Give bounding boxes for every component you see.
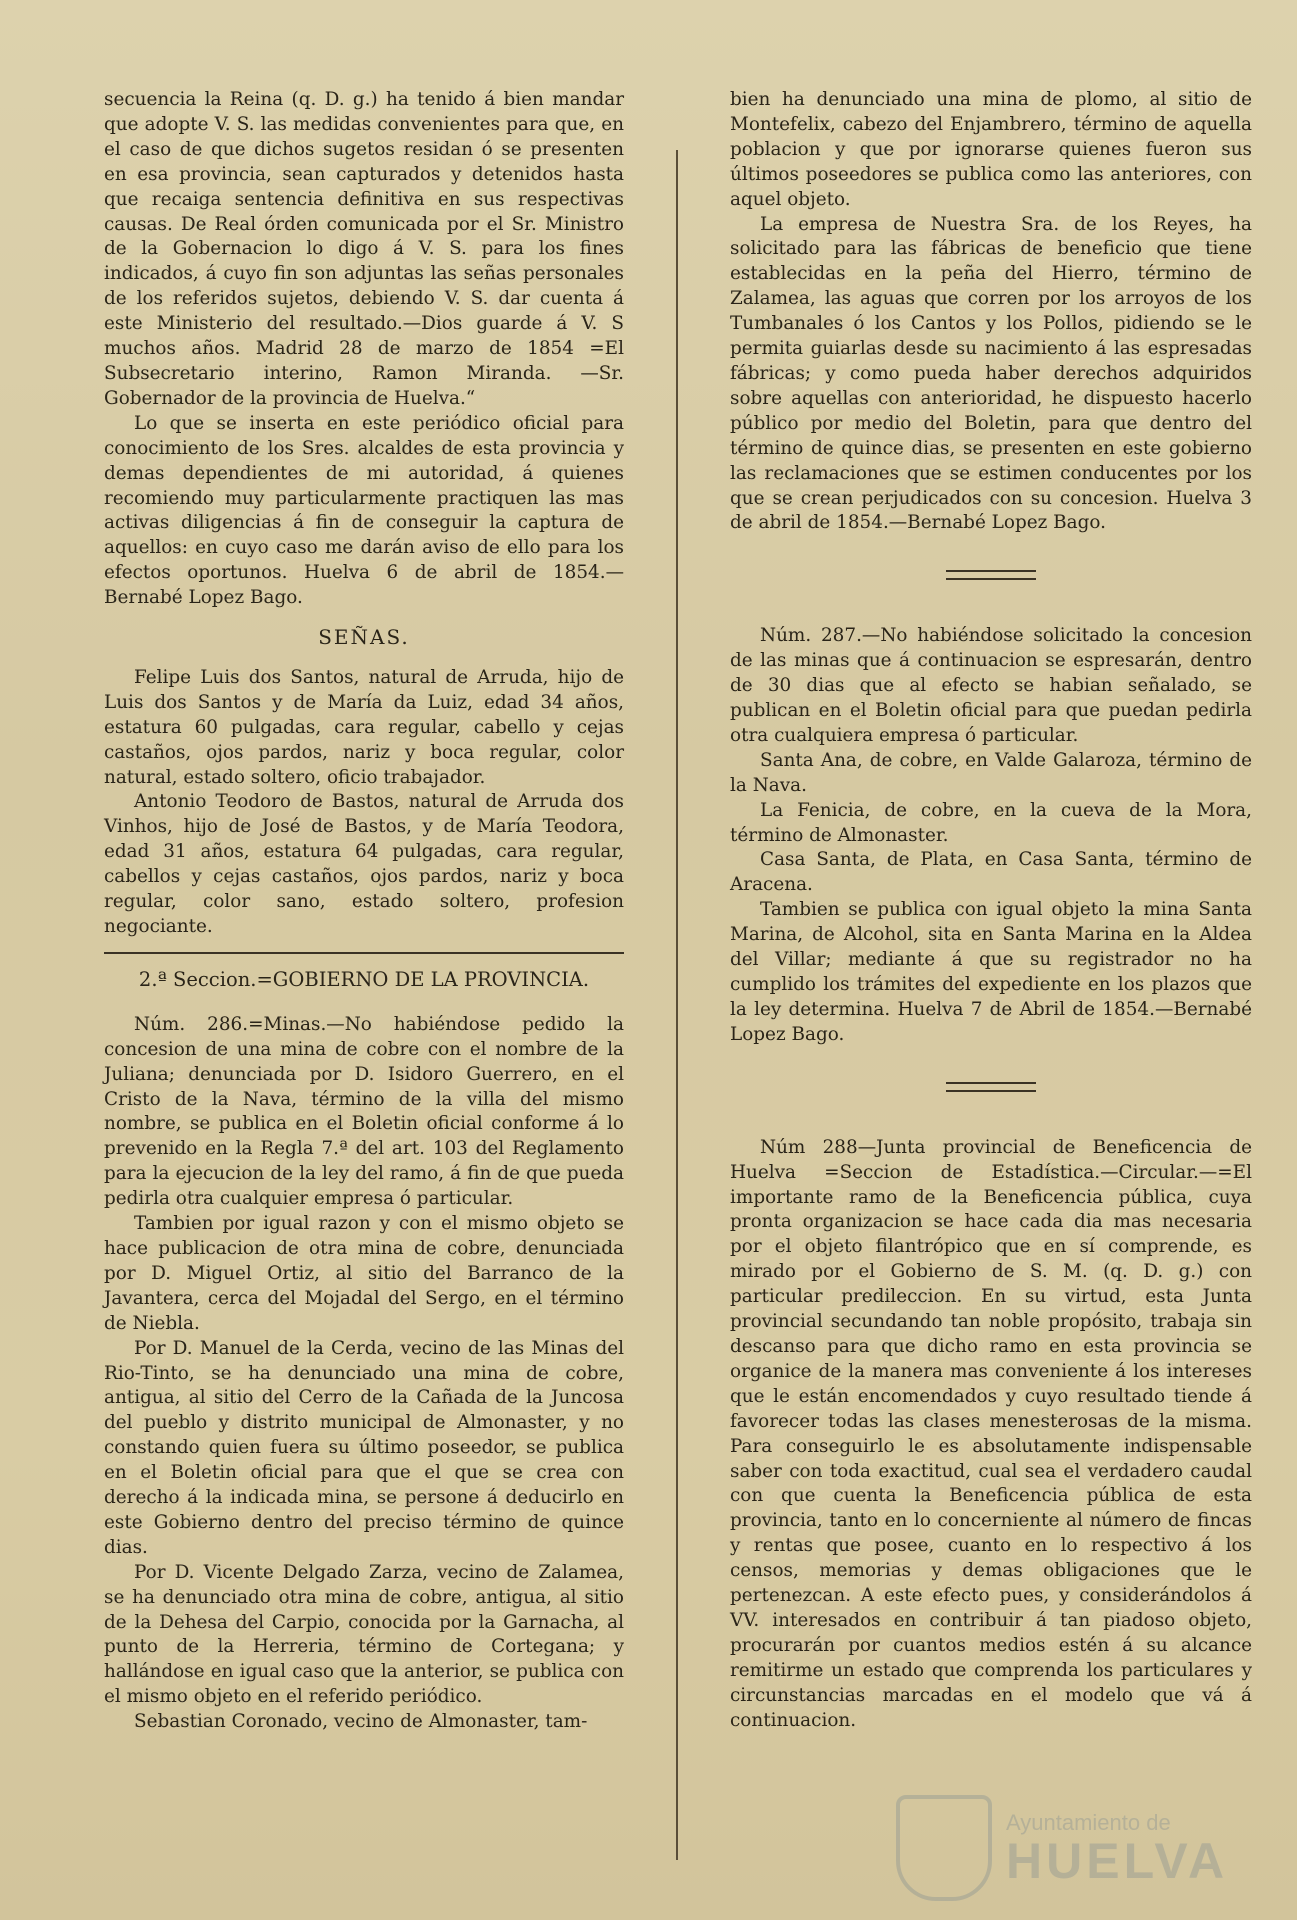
section-heading: 2.ª Seccion.=GOBIERNO DE LA PROVINCIA.	[138, 967, 590, 991]
right-column	[730, 88, 1252, 1733]
left-paragraph-2: Lo que se inserta en este periódico oficial para conocimiento de los Sres. alcaldes de esta provincia y demas dependientes de mi autoridad, á quienes recomiendo muy particularmente practiquen las mas activas diligencias á fin de conseguir la captura de aquellos: en cuyo caso me darán aviso de ello para los efectos oportunos. Huelva 6 de abril de 1854.—Bernabé Lopez Bago.	[104, 412, 624, 609]
watermark-line-1: Ayuntamiento de	[1006, 1810, 1171, 1835]
archive-watermark	[896, 1795, 1228, 1901]
left-paragraph-8: Por D. Vicente Delgado Zarza, vecino de Zalamea, se ha denunciado otra mina de cobre, antigua, al sitio de la Dehesa del Carpio, conocida por la Garnacha, al punto de la Herreria, término de Cortegana; y hallándose en igual caso que la anterior, se publica con el mismo objeto en el referido periódico.	[104, 1561, 624, 1708]
senas-heading: SEÑAS.	[318, 625, 410, 650]
right-paragraph-7: Tambien se publica con igual objeto la mina Santa Marina, de Alcohol, sita en Santa Marina en la Aldea del Villar; mediante á que su registrador no ha cumplido los trámites del expediente en los plazos que la ley determina. Huelva 7 de Abril de 1854.—Bernabé Lopez Bago.	[730, 899, 1252, 1045]
left-paragraph-7: Por D. Manuel de la Cerda, vecino de las Minas del Rio-Tinto, se ha denunciado una mina de cobre, antigua, al sitio del Cerro de la Cañada de la Juncosa del pueblo y distrito municipal de Almonaster, y no constando quien fuera su último poseedor, se publica en el Boletin oficial para que el que se crea con derecho á la indicada mina, se persone á deducirlo en este Gobierno dentro del preciso término de quince dias.	[104, 1337, 624, 1558]
left-paragraph-6: Tambien por igual razon y con el mismo objeto se hace publicacion de otra mina de cobre, denunciada por D. Miguel Ortiz, al sitio del Barranco de la Javantera, cerca del Mojadal del Sergo, en el término de Niebla.	[104, 1213, 624, 1334]
right-paragraph-8: Núm 288—Junta provincial de Beneficencia de Huelva =Seccion de Estadística.—Circular.—=El importante ramo de la Beneficencia pública, cuya pronta organizacion se hace cada dia mas necesaria por el objeto filantrópico que en sí comprende, es mirado por el Gobierno de S. M. (q. D. g.) con particular predileccion. En su virtud, esta Junta provincial secundando tan noble propósito, trabaja sin descanso para que dicho ramo en esta provincia se organice de la manera mas conveniente á los intereses que le están encomendados y cuyo resultado tiende á favorecer todas las clases menesterosas de la misma. Para conseguirlo le es absolutamente indispensable saber con toda exactitud, cual sea el verdadero caudal con que cuenta la Beneficencia pública de esta provincia, tanto en lo concerniente al número de fincas y rentas que posee, cuanto en lo respectivo á los censos, memorias y demas obligaciones que le pertenezcan. A este efecto pues, y considerándolos á VV. interesados en contribuir á tan piadoso objeto, procurarán por cuantos medios estén á su alcance remitirme un estado que comprenda los particulares y circunstancias marcadas en el modelo que vá á continuacion.	[730, 1136, 1252, 1731]
column-rule	[676, 150, 678, 1860]
left-paragraph-4: Antonio Teodoro de Bastos, natural de Arruda dos Vinhos, hijo de José de Bastos, y de María Teodora, edad 31 años, estatura 64 pulgadas, cara regular, cabellos y cejas castaños, ojos pardos, nariz y boca regular, color sano, estado soltero, profesion negociante.	[104, 791, 624, 937]
left-paragraph-3: Felipe Luis dos Santos, natural de Arruda, hijo de Luis dos Santos y de María da Luiz, edad 34 años, estatura 60 pulgadas, cara regular, cabello y cejas castaños, ojos pardos, nariz y boca regular, color natural, estado soltero, oficio trabajador.	[104, 666, 624, 788]
city-seal-icon	[896, 1795, 992, 1901]
right-paragraph-6: Casa Santa, de Plata, en Casa Santa, término de Aracena.	[730, 849, 1252, 896]
right-paragraph-5: La Fenicia, de cobre, en la cueva de la Mora, término de Almonaster.	[730, 799, 1252, 846]
right-paragraph-2: La empresa de Nuestra Sra. de los Reyes, ha solicitado para las fábricas de beneficio que tiene establecidas en la peña del Hierro, término de Zalamea, las aguas que corren por los arroyos de los Tumbanales ó los Cantos y los Pollos, pidiendo se le permita guiarlas desde su nacimiento á las espresadas fábricas; y como pueda haber derechos adquiridos sobre aquellas con anterioridad, he dispuesto hacerlo público por medio del Boletin, para que dentro del término de quince dias, se presenten en este gobierno las reclamaciones que se estimen conducentes por los que se crean perjudicados con su concesion. Huelva 3 de abril de 1854.—Bernabé Lopez Bago.	[730, 213, 1252, 534]
left-column	[104, 88, 624, 1735]
left-paragraph-9: Sebastian Coronado, vecino de Almonaster, tam-	[134, 1711, 588, 1733]
double-rule-divider	[946, 570, 1036, 580]
right-paragraph-4: Santa Ana, de cobre, en Valde Galaroza, término de la Nava.	[730, 749, 1252, 796]
double-rule-divider-2	[946, 1082, 1036, 1092]
right-paragraph-1: bien ha denunciado una mina de plomo, al sitio de Montefelix, cabezo del Enjambrero, término de aquella poblacion y que por ignorarse quienes fueron sus últimos poseedores se publica como las anteriores, con aquel objeto.	[730, 89, 1252, 210]
watermark-line-2: HUELVA	[1006, 1833, 1229, 1889]
section-divider	[104, 952, 624, 954]
left-paragraph-5: Núm. 286.=Minas.—No habiéndose pedido la concesion de una mina de cobre con el nombre de la Juliana; denunciada por D. Isidoro Guerrero, en el Cristo de la Nava, término de la villa del mismo nombre, se publica en el Boletin oficial conforme á lo prevenido en la Regla 7.ª del art. 103 del Reglamento para la ejecucion de la ley del ramo, á fin de que pueda pedirla otra cualquier empresa ó particular.	[104, 1013, 624, 1210]
left-paragraph-1: secuencia la Reina (q. D. g.) ha tenido á bien mandar que adopte V. S. las medidas convenientes para que, en el caso de que dichos sugetos residan ó se presenten en esa provincia, sean capturados y detenidos hasta que recaiga sentencia definitiva en sus respectivas causas. De Real órden comunicada por el Sr. Ministro de la Gobernacion lo digo á V. S. para los fines indicados, á cuyo fin son adjuntas las señas personales de los referidos sujetos, debiendo V. S. dar cuenta á este Ministerio del resultado.—Dios guarde á V. S muchos años. Madrid 28 de marzo de 1854 =El Subsecretario interino, Ramon Miranda. —Sr. Gobernador de la provincia de Huelva.“	[104, 89, 624, 409]
right-paragraph-3: Núm. 287.—No habiéndose solicitado la concesion de las minas que á continuacion se espresarán, dentro de 30 dias que al efecto se habian señalado, se publican en el Boletin oficial para que puedan pedirla otra cualquiera empresa ó particular.	[730, 625, 1252, 746]
